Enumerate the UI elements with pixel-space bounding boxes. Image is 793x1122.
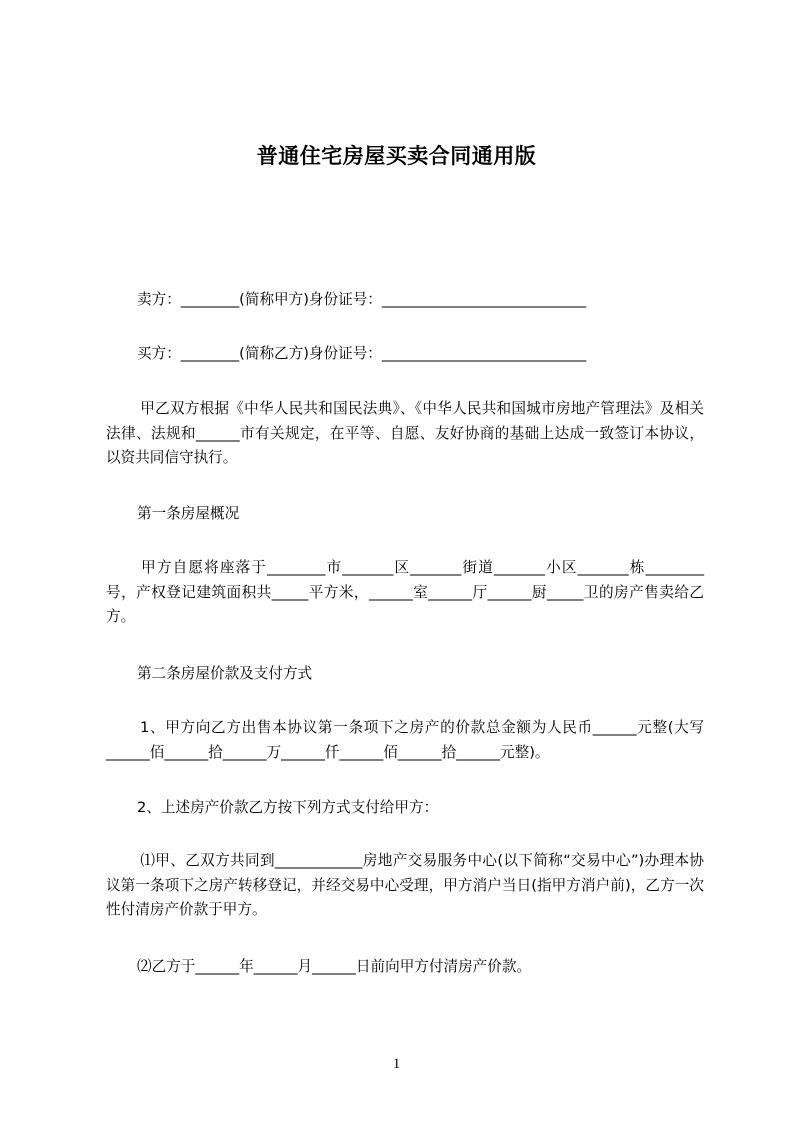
article2-sub1-text: ⑴甲、乙双方共同到____________房地产交易服务中心(以下简称“交易中心”)办理本协议第一条项下之房产转移登记，并经交易中心受理，甲方消户当日(指甲方消户前)，乙方一次性付清房产价款于甲方。 [106,852,704,918]
article2-sub2: ⑵乙方于______年______月______日前向甲方付清房产价款。 [137,958,532,975]
article1-paragraph-text: 甲方自愿将座落于________市_______区_______街道_______小区_______栋________号，产权登记建筑面积共_____平方米，______室______厅______厨_____卫的房产售卖给乙方。 [106,559,704,625]
article2-item1 [106,716,704,765]
intro-paragraph-text: 甲乙双方根据《中华人民共和国民法典》、《中华人民共和国城市房地产管理法》及相关法律、法规和______市有关规定，在平等、自愿、友好协商的基础上达成一致签订本协议，以资共同信守执行。 [106,400,704,466]
article2-item1-text: 1、甲方向乙方出售本协议第一条项下之房产的价款总金额为人民币______元整(大写______佰______拾______万______仟______佰______拾______元整)。 [106,719,704,761]
buyer-line: 买方：________(简称乙方)身份证号：____________________________ [137,345,587,362]
article2-heading: 第二条房屋价款及支付方式 [137,665,313,682]
article1-paragraph [106,556,704,630]
page-number: 1 [392,1056,401,1072]
document-title: 普通住宅房屋买卖合同通用版 [256,144,537,168]
intro-paragraph [106,397,704,471]
article1-heading: 第一条房屋概况 [137,505,240,522]
article2-item2: 2、上述房产价款乙方按下列方式支付给甲方： [137,799,439,816]
seller-line: 卖方：________(简称甲方)身份证号：____________________________ [137,291,587,308]
article2-sub1 [106,849,704,923]
